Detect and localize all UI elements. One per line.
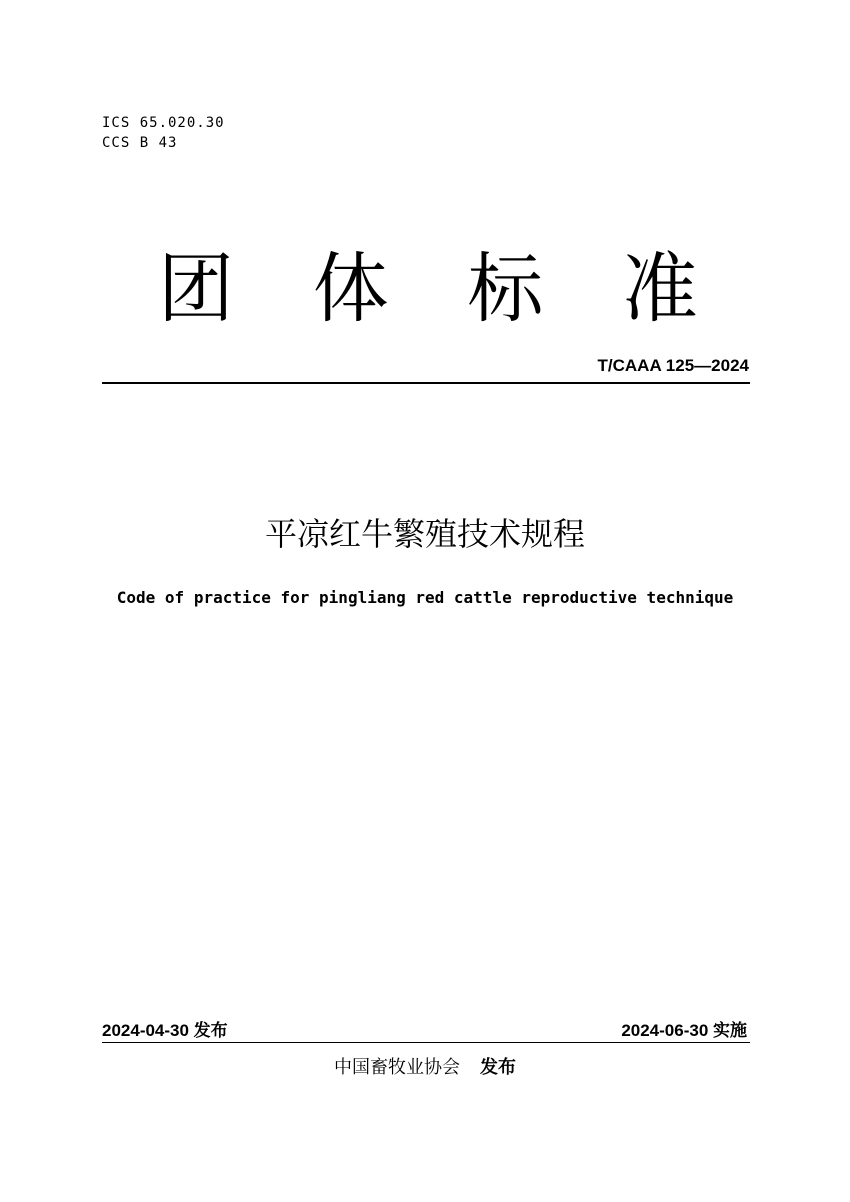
publisher-organization: 中国畜牧业协会 (334, 1057, 460, 1078)
standard-type-char-2: 体 (312, 244, 389, 333)
ccs-code: CCS B 43 (102, 135, 178, 151)
standard-type-char-3: 标 (467, 244, 544, 333)
bottom-divider (102, 1042, 750, 1043)
standard-type-char-4: 准 (621, 244, 698, 333)
document-title-zh: 平凉红牛繁殖技术规程 (264, 515, 585, 553)
standard-number: T/CAAA 125—2024 (597, 356, 749, 375)
standard-type-char-1: 团 (158, 244, 234, 333)
publisher-line (0, 1055, 850, 1081)
ics-code: ICS 65.020.30 (102, 115, 225, 131)
top-divider (102, 382, 750, 384)
publisher-action: 发布 (480, 1057, 516, 1078)
standard-type-heading (102, 244, 750, 334)
document-title-en: Code of practice for pingliang red cattle reproductive technique (116, 588, 734, 607)
issue-date: 2024-04-30 发布 (102, 1021, 228, 1040)
implementation-date: 2024-06-30 实施 (621, 1021, 747, 1040)
classification-codes (102, 113, 225, 153)
